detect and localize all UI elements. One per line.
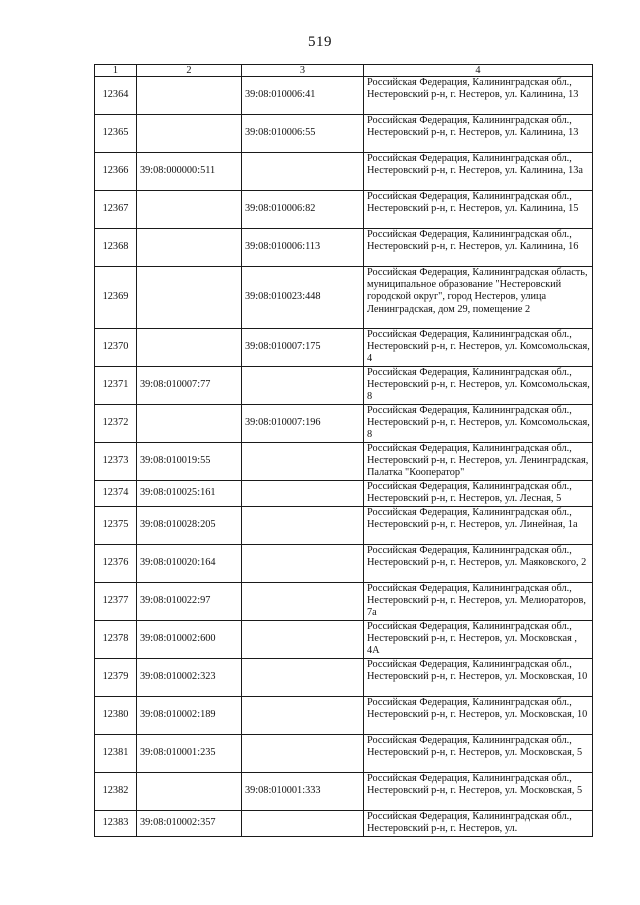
row-number-cell: 12366 xyxy=(95,153,137,191)
address-cell: Российская Федерация, Калининградская обл., Нестеровский р-н, г. Нестеров, ул. Мелиораторов, 7а xyxy=(364,583,593,621)
row-number-cell: 12382 xyxy=(95,773,137,811)
cadastral-land-cell: 39:08:010001:235 xyxy=(137,735,242,773)
address-cell: Российская Федерация, Калининградская обл., Нестеровский р-н, г. Нестеров, ул. Комсомольская, 8 xyxy=(364,405,593,443)
table-row xyxy=(95,481,593,507)
cadastral-object-cell: 39:08:010006:113 xyxy=(242,229,364,267)
registry-table xyxy=(94,64,593,837)
table-row xyxy=(95,191,593,229)
cadastral-object-cell xyxy=(242,735,364,773)
cadastral-object-cell xyxy=(242,697,364,735)
table-row xyxy=(95,621,593,659)
address-cell: Российская Федерация, Калининградская обл., Нестеровский р-н, г. Нестеров, ул. Калинина, 15 xyxy=(364,191,593,229)
row-number-cell: 12378 xyxy=(95,621,137,659)
registry-table-body xyxy=(95,65,593,837)
address-cell: Российская Федерация, Калининградская обл., Нестеровский р-н, г. Нестеров, ул. Маяковского, 2 xyxy=(364,545,593,583)
address-cell: Российская Федерация, Калининградская обл., Нестеровский р-н, г. Нестеров, ул. Московская, 5 xyxy=(364,735,593,773)
table-row xyxy=(95,115,593,153)
row-number-cell: 12371 xyxy=(95,367,137,405)
row-number-cell: 12368 xyxy=(95,229,137,267)
address-cell: Российская Федерация, Калининградская обл., Нестеровский р-н, г. Нестеров, ул. Калинина, 16 xyxy=(364,229,593,267)
row-number-cell: 12375 xyxy=(95,507,137,545)
table-row xyxy=(95,507,593,545)
table-row xyxy=(95,329,593,367)
row-number-cell: 12383 xyxy=(95,811,137,837)
column-number-3: 3 xyxy=(242,65,364,77)
cadastral-object-cell xyxy=(242,443,364,481)
cadastral-land-cell xyxy=(137,773,242,811)
address-cell: Российская Федерация, Калининградская область, муниципальное образование "Нестеровский городской округ", город Нестеров, улица Ленинградская, дом 29, помещение 2 xyxy=(364,267,593,329)
cadastral-land-cell: 39:08:010007:77 xyxy=(137,367,242,405)
cadastral-object-cell xyxy=(242,545,364,583)
cadastral-object-cell: 39:08:010006:82 xyxy=(242,191,364,229)
cadastral-land-cell xyxy=(137,229,242,267)
cadastral-land-cell: 39:08:010019:55 xyxy=(137,443,242,481)
column-number-4: 4 xyxy=(364,65,593,77)
address-cell: Российская Федерация, Калининградская обл., Нестеровский р-н, г. Нестеров, ул. Ленинградская, Палатка "Кооператор" xyxy=(364,443,593,481)
table-row xyxy=(95,77,593,115)
cadastral-object-cell xyxy=(242,621,364,659)
address-cell: Российская Федерация, Калининградская обл., Нестеровский р-н, г. Нестеров, ул. Калинина, 13 xyxy=(364,77,593,115)
table-row xyxy=(95,659,593,697)
row-number-cell: 12379 xyxy=(95,659,137,697)
cadastral-object-cell: 39:08:010007:175 xyxy=(242,329,364,367)
cadastral-land-cell: 39:08:010022:97 xyxy=(137,583,242,621)
table-row xyxy=(95,811,593,837)
table-row xyxy=(95,773,593,811)
table-row xyxy=(95,735,593,773)
row-number-cell: 12380 xyxy=(95,697,137,735)
page-number: 519 xyxy=(308,34,332,50)
cadastral-land-cell xyxy=(137,191,242,229)
table-row xyxy=(95,697,593,735)
cadastral-object-cell xyxy=(242,659,364,697)
row-number-cell: 12373 xyxy=(95,443,137,481)
cadastral-land-cell: 39:08:010002:357 xyxy=(137,811,242,837)
cadastral-object-cell: 39:08:010023:448 xyxy=(242,267,364,329)
row-number-cell: 12367 xyxy=(95,191,137,229)
cadastral-land-cell xyxy=(137,77,242,115)
address-cell: Российская Федерация, Калининградская обл., Нестеровский р-н, г. Нестеров, ул. Московская, 5 xyxy=(364,773,593,811)
cadastral-land-cell: 39:08:010020:164 xyxy=(137,545,242,583)
cadastral-object-cell xyxy=(242,583,364,621)
cadastral-land-cell: 39:08:000000:511 xyxy=(137,153,242,191)
cadastral-object-cell: 39:08:010006:55 xyxy=(242,115,364,153)
cadastral-object-cell xyxy=(242,811,364,837)
address-cell: Российская Федерация, Калининградская обл., Нестеровский р-н, г. Нестеров, ул. Калинина, 13 xyxy=(364,115,593,153)
row-number-cell: 12369 xyxy=(95,267,137,329)
cadastral-land-cell: 39:08:010002:600 xyxy=(137,621,242,659)
cadastral-land-cell xyxy=(137,115,242,153)
cadastral-object-cell xyxy=(242,153,364,191)
cadastral-land-cell: 39:08:010002:323 xyxy=(137,659,242,697)
cadastral-land-cell: 39:08:010002:189 xyxy=(137,697,242,735)
row-number-cell: 12377 xyxy=(95,583,137,621)
address-cell: Российская Федерация, Калининградская обл., Нестеровский р-н, г. Нестеров, ул. Московская, 10 xyxy=(364,697,593,735)
cadastral-land-cell xyxy=(137,405,242,443)
table-row xyxy=(95,443,593,481)
row-number-cell: 12365 xyxy=(95,115,137,153)
table-row xyxy=(95,583,593,621)
cadastral-object-cell xyxy=(242,481,364,507)
column-number-row xyxy=(95,65,593,77)
table-row xyxy=(95,267,593,329)
cadastral-land-cell: 39:08:010028:205 xyxy=(137,507,242,545)
table-row xyxy=(95,153,593,191)
row-number-cell: 12376 xyxy=(95,545,137,583)
address-cell: Российская Федерация, Калининградская обл., Нестеровский р-н, г. Нестеров, ул. Комсомольская, 4 xyxy=(364,329,593,367)
cadastral-object-cell xyxy=(242,507,364,545)
row-number-cell: 12364 xyxy=(95,77,137,115)
cadastral-object-cell: 39:08:010007:196 xyxy=(242,405,364,443)
row-number-cell: 12381 xyxy=(95,735,137,773)
table-row xyxy=(95,367,593,405)
column-number-2: 2 xyxy=(137,65,242,77)
cadastral-object-cell: 39:08:010006:41 xyxy=(242,77,364,115)
row-number-cell: 12370 xyxy=(95,329,137,367)
row-number-cell: 12374 xyxy=(95,481,137,507)
address-cell: Российская Федерация, Калининградская обл., Нестеровский р-н, г. Нестеров, ул. Московская , 4А xyxy=(364,621,593,659)
cadastral-land-cell xyxy=(137,329,242,367)
cadastral-object-cell xyxy=(242,367,364,405)
address-cell: Российская Федерация, Калининградская обл., Нестеровский р-н, г. Нестеров, ул. Комсомольская, 8 xyxy=(364,367,593,405)
cadastral-object-cell: 39:08:010001:333 xyxy=(242,773,364,811)
cadastral-land-cell: 39:08:010025:161 xyxy=(137,481,242,507)
column-number-1: 1 xyxy=(95,65,137,77)
row-number-cell: 12372 xyxy=(95,405,137,443)
table-row xyxy=(95,229,593,267)
table-row xyxy=(95,405,593,443)
address-cell: Российская Федерация, Калининградская обл., Нестеровский р-н, г. Нестеров, ул. Калинина, 13а xyxy=(364,153,593,191)
table-row xyxy=(95,545,593,583)
address-cell: Российская Федерация, Калининградская обл., Нестеровский р-н, г. Нестеров, ул. Лесная, 5 xyxy=(364,481,593,507)
address-cell: Российская Федерация, Калининградская обл., Нестеровский р-н, г. Нестеров, ул. Линейная, 1а xyxy=(364,507,593,545)
address-cell: Российская Федерация, Калининградская обл., Нестеровский р-н, г. Нестеров, ул. Московская, 10 xyxy=(364,659,593,697)
address-cell: Российская Федерация, Калининградская обл., Нестеровский р-н, г. Нестеров, ул. xyxy=(364,811,593,837)
cadastral-land-cell xyxy=(137,267,242,329)
